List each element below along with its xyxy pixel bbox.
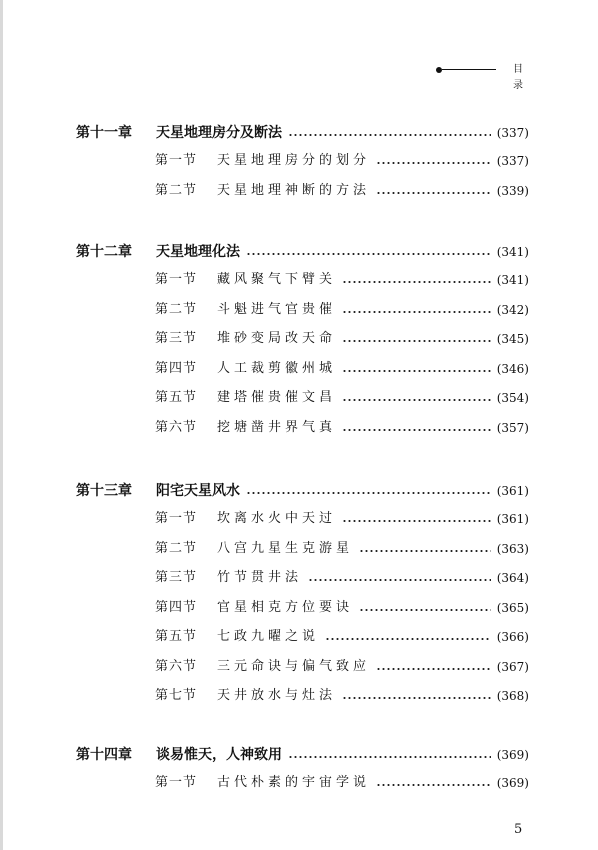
dot-leader [288, 133, 491, 137]
running-header [436, 62, 536, 91]
dot-leader [342, 696, 491, 700]
chapter-number: 第十一章 [76, 125, 132, 141]
chapter-page-ref: (341) [496, 245, 529, 259]
toc-section-entry [155, 599, 529, 617]
dot-leader [342, 369, 491, 373]
toc-chapter-entry [76, 124, 529, 142]
section-number: 第三节 [155, 570, 198, 585]
page-number: 5 [514, 822, 523, 837]
header-title: 目 录 [513, 64, 527, 91]
dot-leader [376, 783, 491, 787]
header-rule [442, 69, 496, 70]
dot-leader [376, 161, 491, 165]
section-page-ref: (357) [496, 421, 529, 435]
dot-leader [376, 191, 491, 195]
chapter-title: 阳宅天星风水 [156, 483, 240, 499]
section-title: 藏风聚气下臂关 [217, 272, 337, 287]
toc-section-entry [155, 330, 529, 348]
section-title: 三元命诀与偏气致应 [217, 659, 371, 674]
section-page-ref: (354) [496, 391, 529, 405]
section-number: 第六节 [155, 420, 198, 435]
dot-leader [342, 398, 491, 402]
section-number: 第一节 [155, 153, 198, 168]
toc-section-entry [155, 569, 529, 587]
section-page-ref: (363) [496, 542, 529, 556]
dot-leader [325, 637, 491, 641]
section-title: 七政九曜之说 [217, 629, 320, 644]
section-page-ref: (367) [496, 660, 529, 674]
section-page-ref: (339) [496, 184, 529, 198]
section-title: 挖塘凿井界气真 [217, 420, 337, 435]
toc-section-entry [155, 687, 529, 705]
dot-leader [376, 667, 491, 671]
section-number: 第四节 [155, 600, 198, 615]
section-title: 斗魁进气官贵催 [217, 302, 337, 317]
section-page-ref: (342) [496, 303, 529, 317]
toc-section-entry [155, 774, 529, 792]
chapter-title: 谈易惟天，人神致用 [156, 747, 282, 763]
toc-section-entry [155, 152, 529, 170]
toc-section-entry [155, 510, 529, 528]
section-number: 第一节 [155, 775, 198, 790]
section-title: 人工裁剪徽州城 [217, 361, 337, 376]
toc-section-entry [155, 301, 529, 319]
section-title: 建塔催贵催文昌 [217, 390, 337, 405]
toc-section-entry [155, 389, 529, 407]
toc-section-entry [155, 360, 529, 378]
dot-leader [246, 252, 491, 256]
section-title: 官星相克方位要诀 [217, 600, 354, 615]
section-number: 第三节 [155, 331, 198, 346]
chapter-title: 天星地理化法 [156, 244, 240, 260]
toc-chapter-entry [76, 746, 529, 764]
section-page-ref: (345) [496, 332, 529, 346]
section-page-ref: (369) [496, 776, 529, 790]
section-title: 天井放水与灶法 [217, 688, 337, 703]
section-title: 八宫九星生克游星 [217, 541, 354, 556]
chapter-number: 第十三章 [76, 483, 132, 499]
section-page-ref: (346) [496, 362, 529, 376]
section-number: 第五节 [155, 390, 198, 405]
section-page-ref: (337) [496, 154, 529, 168]
toc-section-entry [155, 182, 529, 200]
chapter-page-ref: (369) [496, 748, 529, 762]
chapter-number: 第十二章 [76, 244, 132, 260]
dot-leader [288, 755, 491, 759]
section-page-ref: (341) [496, 273, 529, 287]
dot-leader [359, 549, 491, 553]
chapter-page-ref: (361) [496, 484, 529, 498]
section-number: 第六节 [155, 659, 198, 674]
section-title: 天星地理房分的划分 [217, 153, 371, 168]
section-title: 竹节贯井法 [217, 570, 303, 585]
section-number: 第一节 [155, 511, 198, 526]
chapter-number: 第十四章 [76, 747, 132, 763]
chapter-title: 天星地理房分及断法 [156, 125, 282, 141]
section-number: 第一节 [155, 272, 198, 287]
header-bullet-icon [436, 67, 442, 73]
section-number: 第五节 [155, 629, 198, 644]
toc-section-entry [155, 628, 529, 646]
section-page-ref: (365) [496, 601, 529, 615]
section-number: 第二节 [155, 183, 198, 198]
page-edge-shadow [0, 0, 3, 850]
toc-section-entry [155, 658, 529, 676]
section-title: 坎离水火中天过 [217, 511, 337, 526]
toc-chapter-entry [76, 243, 529, 261]
section-title: 天星地理神断的方法 [217, 183, 371, 198]
toc-section-entry [155, 271, 529, 289]
toc-section-entry [155, 540, 529, 558]
dot-leader [308, 578, 491, 582]
section-page-ref: (366) [496, 630, 529, 644]
dot-leader [246, 491, 491, 495]
section-number: 第七节 [155, 688, 198, 703]
section-number: 第四节 [155, 361, 198, 376]
chapter-page-ref: (337) [496, 126, 529, 140]
section-title: 古代朴素的宇宙学说 [217, 775, 371, 790]
dot-leader [342, 428, 491, 432]
section-page-ref: (361) [496, 512, 529, 526]
dot-leader [342, 339, 491, 343]
section-page-ref: (368) [496, 689, 529, 703]
dot-leader [342, 310, 491, 314]
toc-chapter-entry [76, 482, 529, 500]
dot-leader [359, 608, 491, 612]
section-title: 堆砂变局改天命 [217, 331, 337, 346]
toc-section-entry [155, 419, 529, 437]
section-number: 第二节 [155, 302, 198, 317]
dot-leader [342, 519, 491, 523]
section-number: 第二节 [155, 541, 198, 556]
dot-leader [342, 280, 491, 284]
section-page-ref: (364) [496, 571, 529, 585]
